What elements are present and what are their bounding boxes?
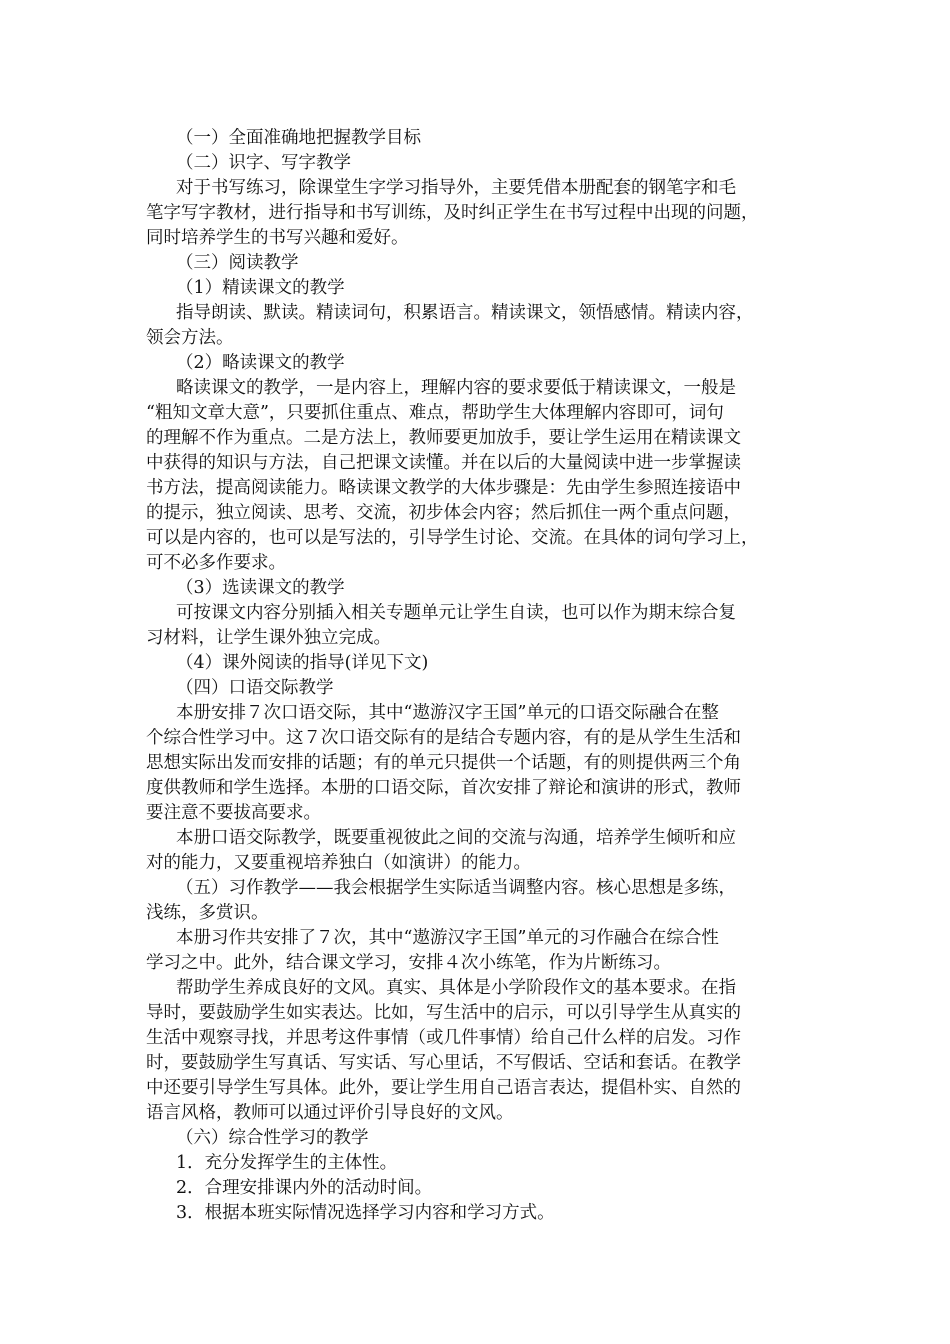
text-line: 3．根据本班实际情况选择学习内容和学习方式。 [176, 1203, 555, 1223]
text-line: 中获得的知识与方法，自己把课文读懂。并在以后的大量阅读中进一步掌握读 [146, 453, 741, 473]
text-line: 本册口语交际教学，既要重视彼此之间的交流与沟通，培养学生倾听和应 [176, 828, 736, 848]
text-line: 要注意不要拔高要求。 [146, 803, 321, 823]
text-line: 对于书写练习，除课堂生字学习指导外，主要凭借本册配套的钢笔字和毛 [176, 178, 736, 198]
text-line: （四）口语交际教学 [176, 678, 334, 698]
text-line: 2．合理安排课内外的活动时间。 [176, 1178, 433, 1198]
text-line: （2）略读课文的教学 [176, 353, 345, 373]
text-line: 浅练，多赏识。 [146, 903, 269, 923]
text-line: 思想实际出发而安排的话题；有的单元只提供一个话题，有的则提供两三个角 [146, 753, 741, 773]
text-line: （3）选读课文的教学 [176, 578, 345, 598]
text-line: 本册习作共安排了７次，其中“遨游汉字王国”单元的习作融合在综合性 [176, 928, 719, 948]
text-line: 时，要鼓励学生写真话、写实话、写心里话，不写假话、空话和套话。在教学 [146, 1053, 741, 1073]
text-line: 度供教师和学生选择。本册的口语交际，首次安排了辩论和演讲的形式，教师 [146, 778, 741, 798]
text-line: 同时培养学生的书写兴趣和爱好。 [146, 228, 409, 248]
text-line: （4）课外阅读的指导(详见下文) [176, 653, 429, 673]
text-line: 的理解不作为重点。二是方法上，教师要更加放手，要让学生运用在精读课文 [146, 428, 741, 448]
text-line: 语言风格，教师可以通过评价引导良好的文风。 [146, 1103, 514, 1123]
text-line: 书方法，提高阅读能力。略读课文教学的大体步骤是：先由学生参照连接语中 [146, 478, 741, 498]
text-line: 可以是内容的，也可以是写法的，引导学生讨论、交流。在具体的词句学习上， [146, 528, 759, 548]
text-line: 导时，要鼓励学生如实表达。比如，写生活中的启示，可以引导学生从真实的 [146, 1003, 741, 1023]
text-line: （一）全面准确地把握教学目标 [176, 128, 421, 148]
text-line: 习材料，让学生课外独立完成。 [146, 628, 391, 648]
text-line: 学习之中。此外，结合课文学习，安排４次小练笔，作为片断练习。 [146, 953, 671, 973]
text-line: 可按课文内容分别插入相关专题单元让学生自读，也可以作为期末综合复 [176, 603, 736, 623]
text-line: 的提示，独立阅读、思考、交流，初步体会内容；然后抓住一两个重点问题， [146, 503, 741, 523]
text-line: （三）阅读教学 [176, 253, 299, 273]
text-line: 略读课文的教学，一是内容上，理解内容的要求要低于精读课文，一般是 [176, 378, 736, 398]
text-line: 领会方法。 [146, 328, 234, 348]
text-line: （二）识字、写字教学 [176, 153, 351, 173]
text-line: 可不必多作要求。 [146, 553, 286, 573]
text-line: 对的能力，又要重视培养独白（如演讲）的能力。 [146, 853, 531, 873]
text-line: 个综合性学习中。这７次口语交际有的是结合专题内容，有的是从学生生活和 [146, 728, 741, 748]
text-line: 生活中观察寻找，并思考这件事情（或几件事情）给自己什么样的启发。习作 [146, 1028, 741, 1048]
text-line: 中还要引导学生写具体。此外，要让学生用自己语言表达，提倡朴实、自然的 [146, 1078, 741, 1098]
text-line: 指导朗读、默读。精读词句，积累语言。精读课文，领悟感情。精读内容， [176, 303, 754, 323]
text-line: （五）习作教学——我会根据学生实际适当调整内容。核心思想是多练， [176, 878, 736, 898]
text-line: 笔字写字教材，进行指导和书写训练，及时纠正学生在书写过程中出现的问题， [146, 203, 759, 223]
text-line: 帮助学生养成良好的文风。真实、具体是小学阶段作文的基本要求。在指 [176, 978, 736, 998]
text-line: （1）精读课文的教学 [176, 278, 345, 298]
text-line: 本册安排７次口语交际，其中“遨游汉字王国”单元的口语交际融合在整 [176, 703, 719, 723]
text-line: “粗知文章大意”，只要抓住重点、难点，帮助学生大体理解内容即可，词句 [146, 403, 724, 423]
text-line: 1．充分发挥学生的主体性。 [176, 1153, 398, 1173]
text-line: （六）综合性学习的教学 [176, 1128, 369, 1148]
